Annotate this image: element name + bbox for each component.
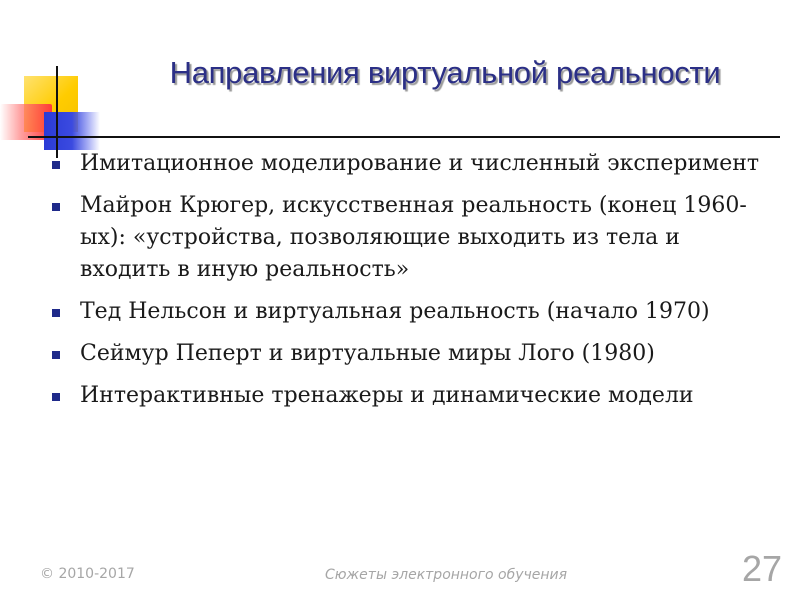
slide-title: Направления виртуальной реальности — [169, 55, 721, 90]
bullet-text: Сеймур Пеперт и виртуальные миры Лого (1980) — [80, 341, 655, 366]
bullet-text: Интерактивные тренажеры и динамические модели — [80, 383, 694, 408]
bullet-square-icon — [52, 393, 60, 401]
bullet-square-icon — [52, 203, 60, 211]
bullet-item — [50, 148, 770, 180]
bullet-item — [50, 380, 770, 412]
bullet-square-icon — [52, 309, 60, 317]
title-divider-line — [28, 136, 780, 138]
bullet-text: Майрон Крюгер, искусственная реальность (конец 1960-ых): «устройства, позволяющие выходить из тела и входить в иную реальность» — [80, 193, 747, 282]
logo-blue-square — [44, 112, 100, 150]
bullet-square-icon — [52, 161, 60, 169]
bullet-item — [50, 338, 770, 370]
footer-copyright: © 2010-2017 — [40, 566, 135, 582]
footer-title: Сюжеты электронного обучения — [325, 567, 568, 583]
bullet-square-icon — [52, 351, 60, 359]
bullet-item — [50, 296, 770, 328]
bullet-list — [50, 148, 770, 422]
bullet-item — [50, 190, 770, 286]
page-number: 27 — [741, 548, 782, 589]
bullet-text: Тед Нельсон и виртуальная реальность (начало 1970) — [80, 299, 710, 324]
bullet-text: Имитационное моделирование и численный эксперимент — [80, 151, 760, 176]
logo-vertical-line — [56, 66, 58, 158]
